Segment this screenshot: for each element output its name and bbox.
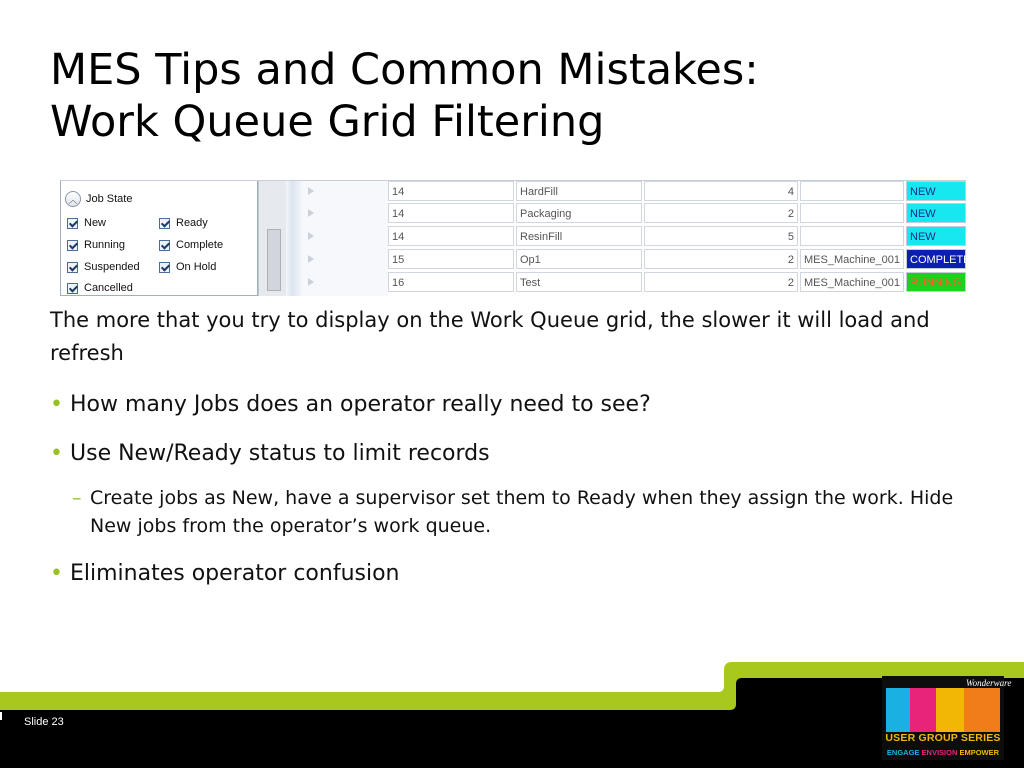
logo-sub-engage: ENGAGE [886,748,920,757]
checkbox-box[interactable] [67,283,78,294]
footer-band [0,660,1024,768]
table-cell[interactable]: Op1 [516,249,642,269]
user-group-series-logo [882,676,1012,760]
table-cell[interactable]: 2 [644,203,798,223]
checkbox-label: Suspended [84,261,140,273]
slide-title [50,44,759,148]
table-cell[interactable]: 14 [388,203,514,223]
checkbox-box[interactable] [67,262,78,273]
bullet-2 [50,440,490,468]
table-cell[interactable]: 2 [644,272,798,292]
logo-brand: Wonderware [966,678,1012,688]
collapse-chevron-icon[interactable]: ︿ [65,191,81,207]
table-cell[interactable]: 4 [644,181,798,201]
logo-color-band [964,688,1000,732]
logo-subtitle [882,748,1004,757]
checkbox-box[interactable] [159,218,170,229]
bullet-1-text: How many Jobs does an operator really need to see? [70,392,651,417]
job-state-label: Job State [86,193,133,205]
logo-sub-empower: EMPOWER [959,748,1000,757]
bullet-1 [50,391,651,419]
bullet-2-text: Use New/Ready status to limit records [70,441,490,466]
sub-bullet-dash: – [72,487,82,509]
table-cell[interactable]: 5 [644,226,798,246]
intro-text: The more that you try to display on the Work Queue grid, the slower it will load and refresh [50,308,930,365]
status-badge[interactable]: NEW [906,181,966,201]
scrollbar-thumb[interactable] [267,229,281,291]
bullet-3 [50,560,399,588]
checkbox-label: New [84,217,107,229]
status-badge[interactable]: RUNNING [906,272,966,292]
row-expand-arrow-icon[interactable] [308,278,314,286]
table-cell[interactable]: MES_Machine_001 [800,272,904,292]
table-cell[interactable]: Test [516,272,642,292]
checkbox-complete[interactable] [159,239,223,251]
table-row[interactable] [388,203,966,225]
table-cell[interactable]: MES_Machine_001 [800,249,904,269]
checkbox-label: Complete [176,239,224,251]
status-badge[interactable]: COMPLETE [906,249,966,269]
checkbox-box[interactable] [67,218,78,229]
sub-bullet-1-text: Create jobs as New, have a supervisor set them to Ready when they assign the work. Hide New jobs from the operator’s work queue. [90,487,954,537]
table-cell[interactable]: 14 [388,226,514,246]
checkbox-on-hold[interactable] [159,261,216,273]
table-cell[interactable] [800,203,904,223]
table-row[interactable] [388,181,966,203]
table-cell[interactable]: Packaging [516,203,642,223]
grid-row-gutter [302,181,388,296]
logo-color-band [910,688,936,732]
bullet-dot: • [50,392,63,417]
table-row[interactable] [388,226,966,248]
bullet-dot: • [50,441,63,466]
slide-number: Slide 23 [24,716,64,728]
checkbox-box[interactable] [159,240,170,251]
checkbox-ready[interactable] [159,217,208,229]
filter-scrollbar[interactable] [258,181,287,296]
table-cell[interactable]: 2 [644,249,798,269]
logo-color-band [936,688,964,732]
table-cell[interactable]: 14 [388,181,514,201]
job-state-header [65,191,132,207]
logo-title: USER GROUP SERIES [885,732,1001,744]
checkbox-new[interactable] [67,217,106,229]
checkbox-label: Cancelled [84,282,133,294]
table-cell[interactable]: 16 [388,272,514,292]
row-expand-arrow-icon[interactable] [308,255,314,263]
row-expand-arrow-icon[interactable] [308,232,314,240]
logo-color-band [886,688,910,732]
row-expand-arrow-icon[interactable] [308,187,314,195]
table-cell[interactable] [800,226,904,246]
checkbox-running[interactable] [67,239,125,251]
table-cell[interactable]: 15 [388,249,514,269]
sub-bullet-1 [72,484,972,540]
panel-splitter[interactable] [286,181,303,296]
job-state-filter-panel [60,181,258,296]
work-queue-grid [388,181,971,296]
checkbox-cancelled[interactable] [67,282,133,294]
table-cell[interactable]: HardFill [516,181,642,201]
table-row[interactable] [388,272,966,294]
work-queue-screenshot [60,180,971,296]
table-row[interactable] [388,249,971,271]
bullet-dot: • [50,561,63,586]
checkbox-label: Running [84,239,125,251]
table-cell[interactable] [800,181,904,201]
checkbox-box[interactable] [67,240,78,251]
status-badge[interactable]: NEW [906,203,966,223]
checkbox-box[interactable] [159,262,170,273]
row-expand-arrow-icon[interactable] [308,209,314,217]
checkbox-label: On Hold [176,261,217,273]
table-cell[interactable]: ResinFill [516,226,642,246]
checkbox-label: Ready [176,217,208,229]
logo-sub-envision: ENVISION [921,748,958,757]
title-line-1: MES Tips and Common Mistakes: [50,45,759,95]
footer-marker [0,712,2,720]
status-badge[interactable]: NEW [906,226,966,246]
bullet-3-text: Eliminates operator confusion [70,561,400,586]
title-line-2: Work Queue Grid Filtering [50,97,605,147]
checkbox-suspended[interactable] [67,261,140,273]
footer-black-band [0,678,1024,768]
